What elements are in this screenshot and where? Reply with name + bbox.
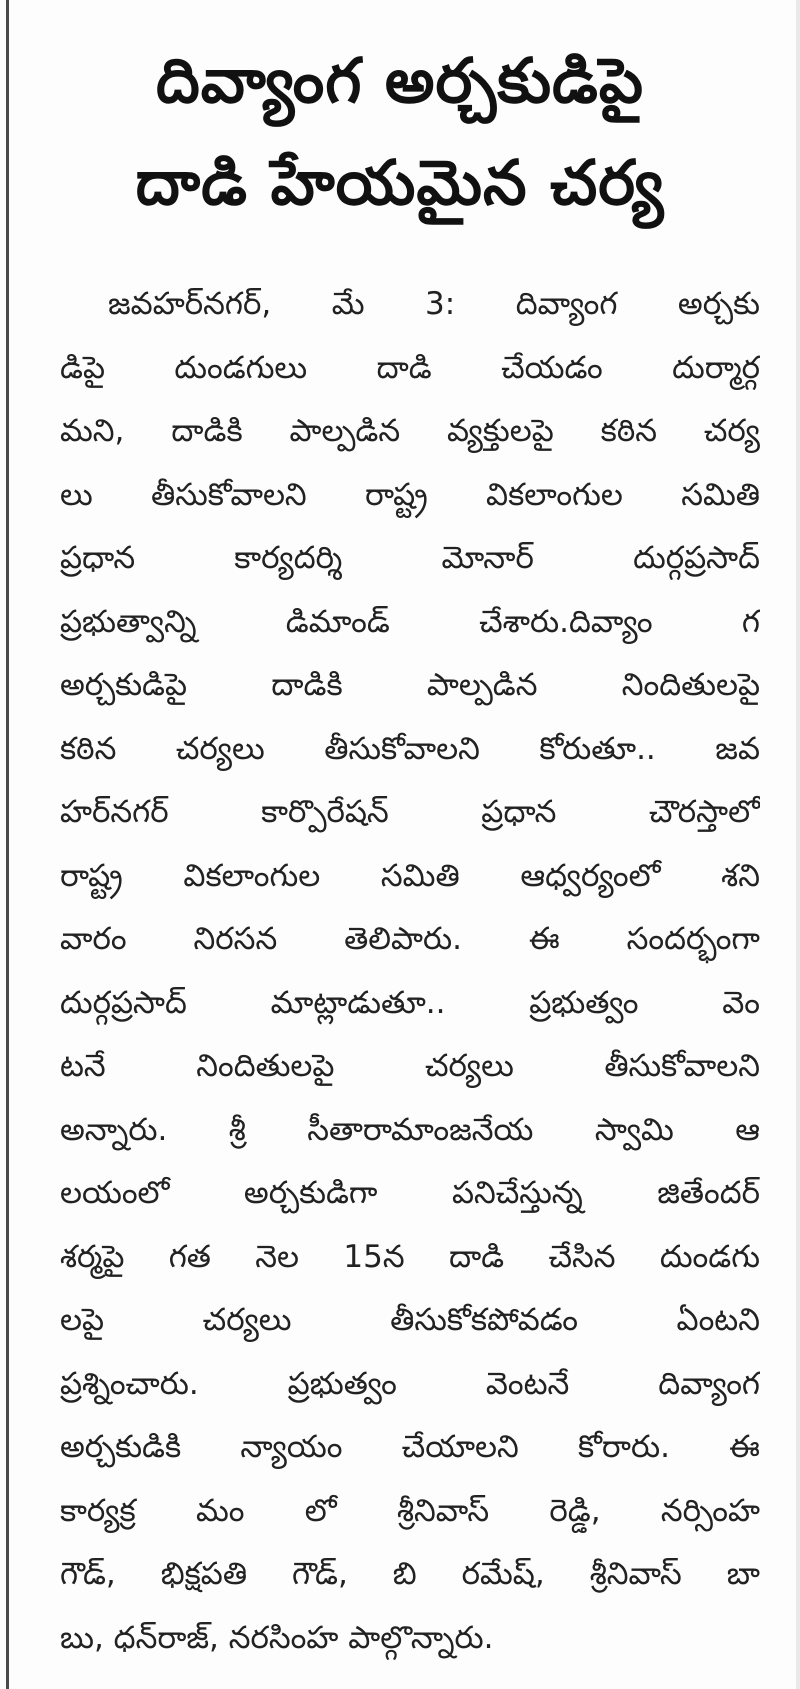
body-line: జవహర్‌నగర్, మే 3: దివ్యాంగ అర్చకు: [108, 286, 760, 322]
body-line: కఠిన చర్యలు తీసుకోవాలని కోరుతూ.. జవ: [60, 730, 760, 767]
body-line: టనే నిందితులపై చర్యలు తీసుకోవాలని: [60, 1048, 760, 1084]
body-line: శర్మపై గత నెల 15న దాడి చేసిన దుండగు: [60, 1238, 760, 1275]
body-line: గౌడ్, భిక్షపతి గౌడ్, బి రమేష్, శ్రీనివాస్ బా: [60, 1556, 760, 1592]
column-rule: [6, 0, 9, 1689]
body-line: వారం నిరసన తెలిపారు. ఈ సందర్భంగా: [60, 921, 760, 957]
headline-line-1: దివ్యాంగ అర్చకుడిపై: [155, 44, 645, 117]
body-line: అర్చకుడికి న్యాయం చేయాలని కోరారు. ఈ: [60, 1429, 760, 1465]
body-line: లు తీసుకోవాలని రాష్ట్ర వికలాంగుల సమితి: [60, 476, 760, 513]
body-line: మని, దాడికి పాల్పడిన వ్యక్తులపై కఠిన చర్య: [60, 413, 760, 449]
body-line: రాష్ట్ర వికలాంగుల సమితి ఆధ్వర్యంలో శని: [60, 857, 760, 894]
headline: [30, 30, 770, 234]
body-line: దుర్గప్రసాద్ మాట్లాడుతూ.. ప్రభుత్వం వెం: [60, 984, 760, 1021]
body-line: అర్చకుడిపై దాడికి పాల్పడిన నిందితులపై: [60, 667, 760, 703]
body-line: డిపై దుండగులు దాడి చేయడం దుర్మార్గ: [60, 349, 760, 386]
body-line: ప్రధాన కార్యదర్శి మోనార్ దుర్గప్రసాద్: [60, 540, 760, 576]
body-line: ప్రభుత్వాన్ని డిమాండ్ చేశారు.దివ్యాం గ: [60, 603, 760, 640]
body-line: లపై చర్యలు తీసుకోకపోవడం ఏంటని: [60, 1302, 760, 1338]
body-line: హర్‌నగర్ కార్పొరేషన్ ప్రధాన చౌరస్తాలో: [60, 794, 760, 830]
body-line: బు, ధన్‌రాజ్, నరసింహ పాల్గొన్నారు.: [60, 1619, 494, 1656]
headline-line-2: దాడి హేయమైన చర్య: [135, 146, 665, 219]
page-edge: [796, 0, 800, 1689]
article-body: [60, 273, 760, 1670]
body-line: లయంలో అర్చకుడిగా పనిచేస్తున్న జితేందర్: [60, 1175, 760, 1211]
body-line: ప్రశ్నించారు. ప్రభుత్వం వెంటనే దివ్యాంగ: [60, 1365, 760, 1402]
body-line: కార్యక్ర మం లో శ్రీనివాస్ రెడ్డి, నర్సింహ: [60, 1492, 760, 1529]
body-line: అన్నారు. శ్రీ సీతారామాంజనేయ స్వామి ఆ: [60, 1111, 760, 1148]
